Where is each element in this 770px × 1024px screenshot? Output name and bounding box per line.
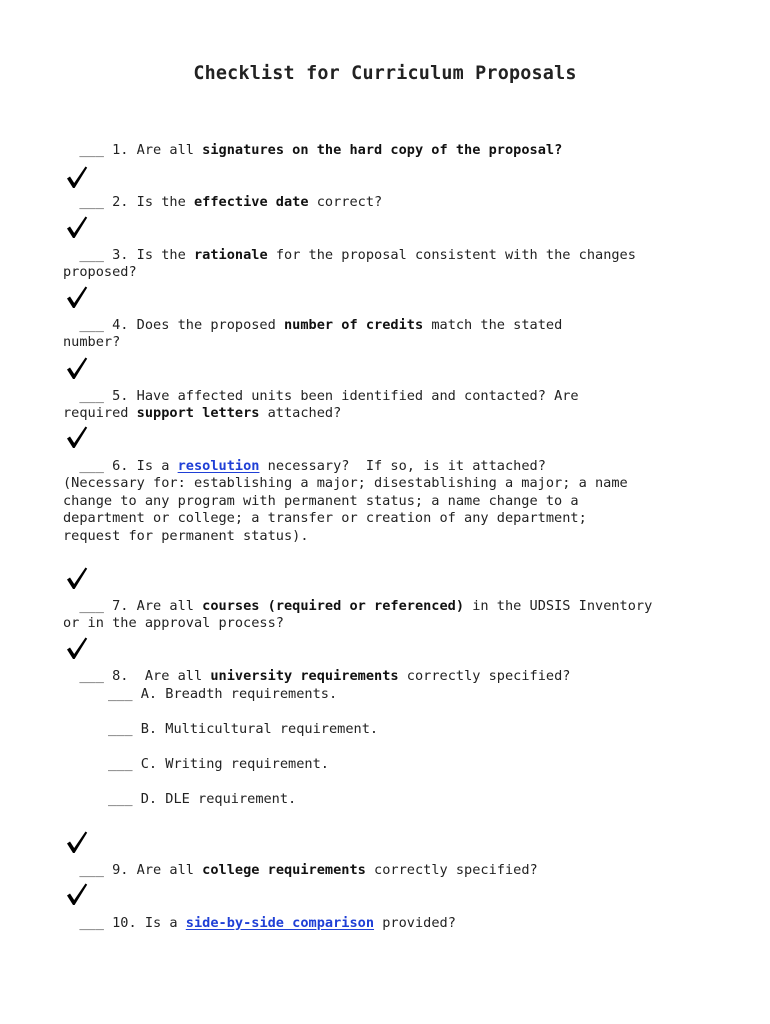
item-text-bold: effective date <box>193 193 309 210</box>
item-text: attached? <box>259 405 342 421</box>
blank-line: ___ <box>79 597 104 614</box>
checklist-item-7 <box>63 580 713 633</box>
item-text: 9. Are all <box>103 861 203 878</box>
item-text: correct? <box>308 193 383 210</box>
sub-item-dle: ___ D. DLE requirement. <box>108 791 297 807</box>
item-text: 10. Is a <box>103 914 186 931</box>
resolution-link[interactable]: resolution <box>177 457 260 474</box>
checklist-item-2 <box>63 176 713 211</box>
item-text-bold: number of credits <box>284 316 424 333</box>
checklist-item-1 <box>63 124 713 159</box>
item-text: correctly specified? <box>398 667 571 684</box>
sub-item-breadth: ___ A. Breadth requirements. <box>108 686 338 702</box>
item-text: necessary? If so, is it attached? <box>259 457 546 474</box>
blank-line: ___ <box>79 316 104 333</box>
item-text: 3. Is the <box>103 246 194 263</box>
item-text: 2. Is the <box>103 193 194 210</box>
checklist-item-4 <box>63 299 713 352</box>
blank-line: ___ <box>79 141 104 158</box>
item-text: for the proposal consistent with the changes proposed? <box>63 246 645 280</box>
item-text: 1. Are all <box>103 141 203 158</box>
item-text-bold: rationale <box>193 246 268 263</box>
item-text: 6. Is a <box>103 457 178 474</box>
item-text: 5. Have affected units been identified and contacted? Are required <box>63 387 579 421</box>
blank-line: ___ <box>79 861 104 878</box>
item-text: 7. Are all <box>103 597 203 614</box>
blank-line: ___ <box>79 457 104 474</box>
blank-line: ___ <box>79 387 104 404</box>
blank-line: ___ <box>79 914 104 931</box>
item-text-bold: university requirements <box>210 667 399 684</box>
item-text: provided? <box>374 914 456 931</box>
checklist-item-6 <box>63 440 713 475</box>
sub-item-multicultural: ___ B. Multicultural requirement. <box>108 721 379 737</box>
checklist-item-5 <box>63 370 713 423</box>
item-text: in the UDSIS Inventory or in the approval process? <box>63 597 653 631</box>
blank-line: ___ <box>79 246 104 263</box>
item-text-bold: signatures on the hard copy of the proposal? <box>202 141 563 158</box>
item-text: correctly specified? <box>365 861 538 878</box>
item-text: 4. Does the proposed <box>103 316 284 333</box>
blank-line: ___ <box>79 193 104 210</box>
item-text-bold: college requirements <box>202 861 366 878</box>
checklist-item-3 <box>63 229 713 282</box>
side-by-side-comparison-link[interactable]: side-by-side comparison <box>185 914 375 931</box>
item-text: 8. Are all <box>103 667 211 684</box>
resolution-note: (Necessary for: establishing a major; disestablishing a major; a name change to any program with permanent status; a name change to a department or college; a transfer or creation of any department; request for permanent status). <box>63 475 628 544</box>
blank-line: ___ <box>79 667 104 684</box>
page-title: Checklist for Curriculum Proposals <box>193 63 577 84</box>
item-text-bold: courses (required or referenced) <box>202 597 465 614</box>
item-text: match the stated number? <box>63 316 563 350</box>
checklist-item-8 <box>63 650 713 685</box>
checklist-item-10 <box>63 897 713 932</box>
checklist-item-9 <box>63 844 713 879</box>
sub-item-writing: ___ C. Writing requirement. <box>108 756 329 772</box>
item-text-bold: support letters <box>136 405 260 421</box>
